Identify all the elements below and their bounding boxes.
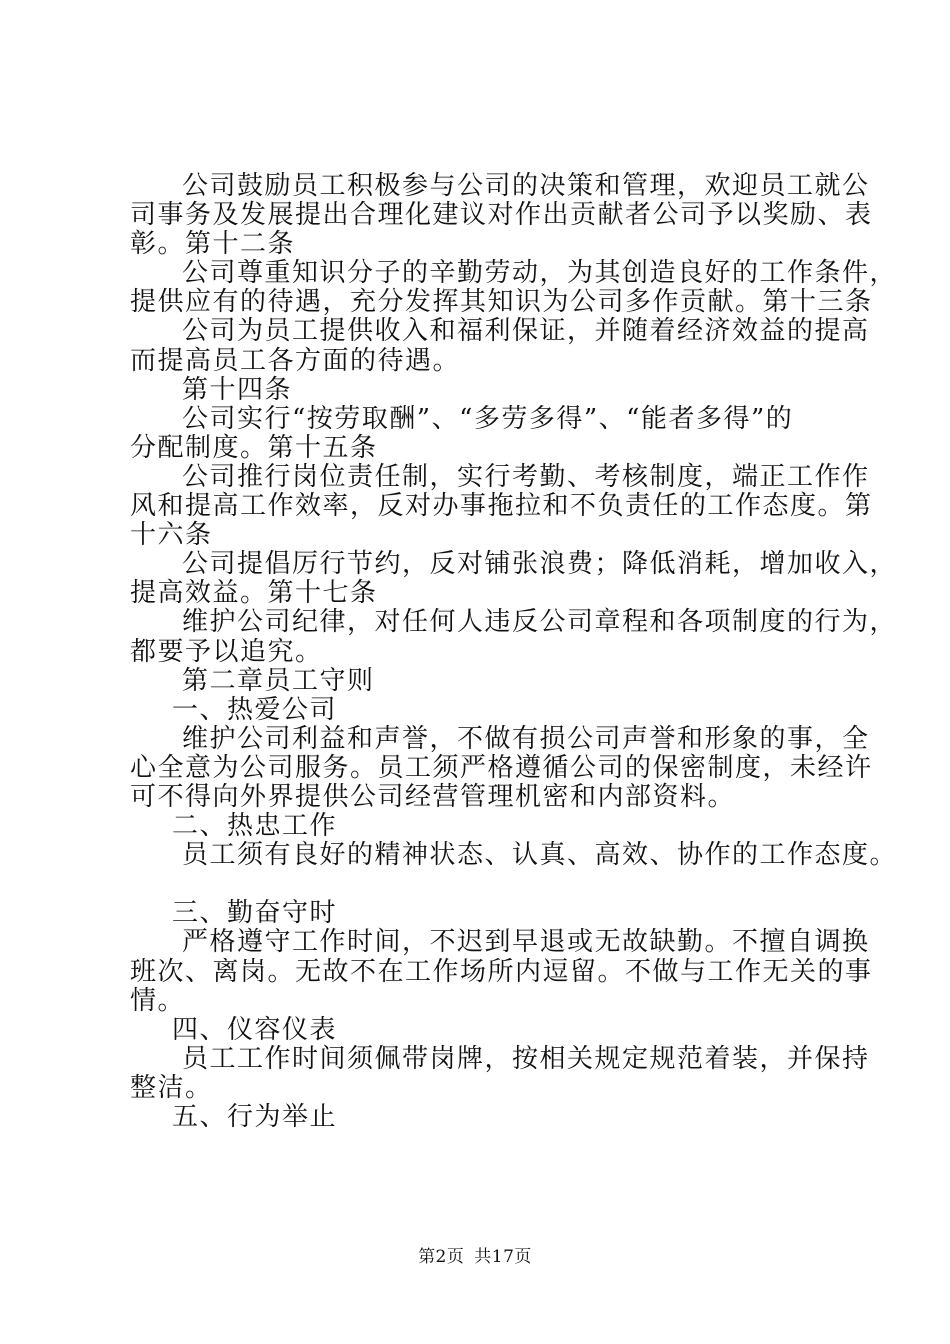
paragraph-line: 公司推行岗位责任制，实行考勤、考核制度，端正工作作 bbox=[182, 461, 870, 492]
paragraph-line: 班次、离岗。无故不在工作场所内逗留。不做与工作无关的事 bbox=[130, 956, 873, 987]
paragraph-line: 公司鼓励员工积极参与公司的决策和管理，欢迎员工就公 bbox=[182, 171, 870, 201]
section-heading: 五、行为举止 bbox=[172, 1102, 338, 1132]
paragraph-line: 提供应有的待遇，充分发挥其知识为公司多作贡献。第十三条 bbox=[130, 287, 873, 318]
section-heading: 三、勤奋守时 bbox=[172, 898, 338, 929]
paragraph-line: 分配制度。第十五条 bbox=[130, 432, 378, 463]
section-heading: 四、仪容仪表 bbox=[172, 1014, 338, 1045]
paragraph-line: 风和提高工作效率，反对办事拖拉和不负责任的工作态度。第 bbox=[130, 491, 873, 522]
paragraph-line: 而提高员工各方面的待遇。 bbox=[130, 345, 461, 376]
chapter-heading: 第二章员工守则 bbox=[182, 665, 375, 696]
paragraph-line: 司事务及发展提出合理化建议对作出贡献者公司予以奖励、表 bbox=[130, 200, 873, 231]
paragraph-line: 情。 bbox=[130, 985, 186, 1016]
paragraph-line: 公司尊重知识分子的辛勤劳动，为其创造良好的工作条件， bbox=[182, 258, 898, 289]
paragraph-line: 公司为员工提供收入和福利保证，并随着经济效益的提高 bbox=[182, 316, 870, 347]
page-number: 第2页 bbox=[418, 1247, 465, 1267]
paragraph-line: 提高效益。第十七条 bbox=[130, 578, 378, 609]
blank-line bbox=[130, 870, 842, 899]
paragraph-line: 心全意为公司服务。员工须严格遵循公司的保密制度，未经许 bbox=[130, 752, 873, 783]
article-heading: 第十四条 bbox=[182, 374, 293, 405]
paragraph-line: 都要予以追究。 bbox=[130, 636, 323, 667]
section-heading: 二、热忠工作 bbox=[172, 811, 338, 842]
paragraph-line: 可不得向外界提供公司经营管理机密和内部资料。 bbox=[130, 781, 736, 812]
document-body bbox=[130, 171, 898, 1132]
page-total: 共17页 bbox=[474, 1247, 532, 1267]
paragraph-line: 员工工作时间须佩带岗牌，按相关规定规范着装，并保持 bbox=[182, 1043, 870, 1074]
paragraph-line: 十六条 bbox=[130, 520, 213, 551]
paragraph-line: 公司实行“按劳取酬”、“多劳多得”、“能者多得”的 bbox=[182, 403, 794, 434]
paragraph-line: 员工须有良好的精神状态、认真、高效、协作的工作态度。 bbox=[182, 840, 898, 871]
page-footer bbox=[0, 1242, 950, 1267]
paragraph-line: 公司提倡厉行节约，反对铺张浪费；降低消耗，增加收入， bbox=[182, 549, 898, 580]
paragraph-line: 维护公司利益和声誉，不做有损公司声誉和形象的事，全 bbox=[182, 723, 870, 754]
paragraph-line: 彰。第十二条 bbox=[130, 229, 296, 260]
paragraph-line: 严格遵守工作时间，不迟到早退或无故缺勤。不擅自调换 bbox=[182, 927, 870, 958]
paragraph-line: 整洁。 bbox=[130, 1072, 213, 1103]
paragraph-line: 维护公司纪律，对任何人违反公司章程和各项制度的行为， bbox=[182, 607, 898, 638]
section-heading: 一、热爱公司 bbox=[172, 694, 338, 725]
